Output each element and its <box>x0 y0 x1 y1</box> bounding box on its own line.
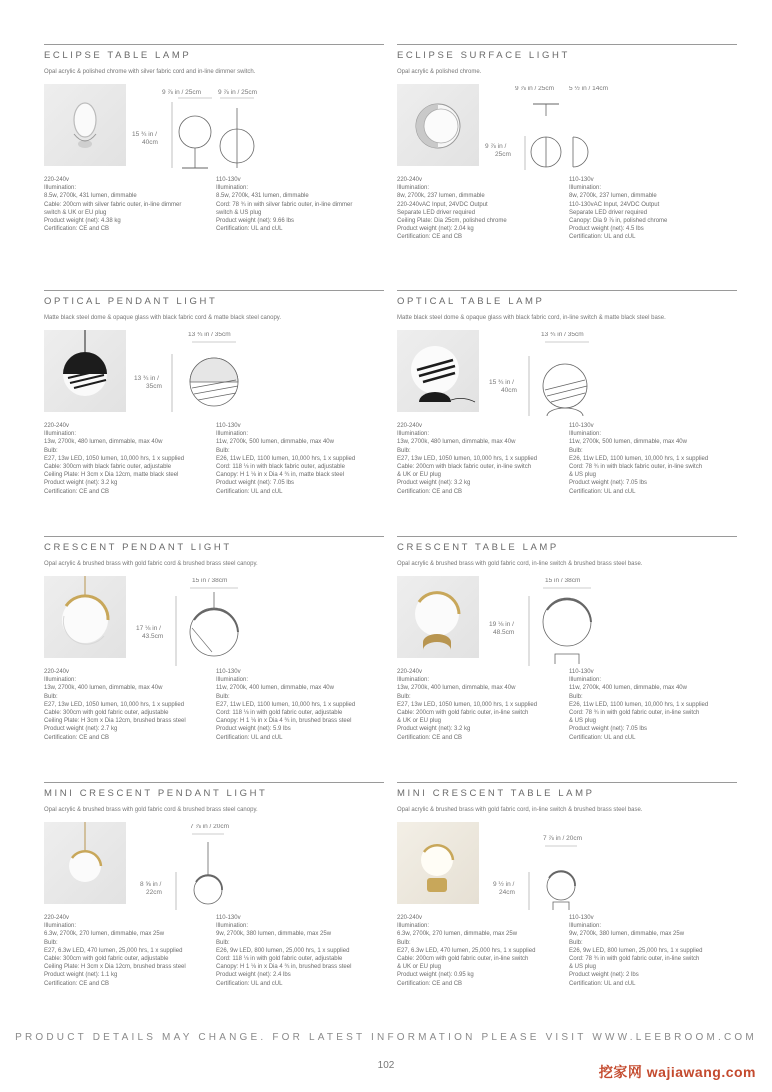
spec-line: Certification: UL and cUL <box>569 734 636 741</box>
spec-line: 8w, 2700k, 237 lumen, dimmable <box>569 193 657 200</box>
spec-line: & US plug <box>569 964 597 971</box>
spec-line: Cord: 78 ¾ in with gold fabric outer, in-line switch <box>569 956 700 963</box>
watermark: 挖家网 wajiawang.com <box>598 1064 756 1080</box>
spec-line: 220-240v <box>397 177 423 183</box>
spec-line: Bulb: <box>569 447 583 454</box>
spec-line: Canopy: H 1 ⅛ in x Dia 4 ¾ in, matte black steel <box>216 472 345 479</box>
product-photo <box>44 330 126 412</box>
spec-line: 110-130v <box>569 177 594 183</box>
dim-width: 13 ¾ in / 35cm <box>188 332 231 338</box>
spec-line: 110-130v <box>216 669 241 675</box>
spec-line: 220-240v <box>397 669 423 675</box>
dimension-drawing <box>485 332 737 424</box>
spec-line: Certification: UL and cUL <box>569 980 636 987</box>
product-title: OPTICAL PENDANT LIGHT <box>44 296 218 307</box>
product-title: MINI CRESCENT PENDANT LIGHT <box>44 788 268 799</box>
spec-line: 6.3w, 2700k, 270 lumen, dimmable, max 25w <box>397 931 518 938</box>
spec-line: Cable: 300cm with black fabric outer, adjustable <box>44 464 172 471</box>
spec-line: Bulb: <box>397 447 411 454</box>
dimension-drawing <box>485 578 737 670</box>
spec-line: Bulb: <box>44 447 58 454</box>
spec-line: 11w, 2700k, 500 lumen, dimmable, max 40w <box>216 439 334 446</box>
specs-220v <box>397 422 567 496</box>
product-photo <box>397 822 479 904</box>
spec-line: Cable: 200cm with gold fabric outer, in-line switch <box>397 710 529 717</box>
spec-line: Illumination: <box>216 677 249 684</box>
section-divider <box>397 782 737 783</box>
dimension-drawing <box>132 824 384 916</box>
product-title: OPTICAL TABLE LAMP <box>397 296 545 307</box>
product-description: Matte black steel dome & opaque glass with black fabric cord & matte black steel canopy. <box>44 315 282 321</box>
spec-line: Illumination: <box>397 923 430 930</box>
dimension-drawing <box>132 578 384 670</box>
spec-line: E27, 6.3w LED, 470 lumen, 25,000 hrs, 1 x supplied <box>397 947 536 954</box>
product-mini-crescent-table-lamp <box>397 782 737 1022</box>
product-description: Opal acrylic & brushed brass with gold fabric cord & brushed brass steel canopy. <box>44 807 258 813</box>
product-optical-pendant-light <box>44 290 384 530</box>
product-title: ECLIPSE TABLE LAMP <box>44 50 192 61</box>
product-title: CRESCENT TABLE LAMP <box>397 542 559 553</box>
spec-line: Separate LED driver required <box>397 209 476 216</box>
dim-height-metric: 43.5cm <box>142 633 164 640</box>
spec-line: Cable: 300cm with gold fabric outer, adjustable <box>44 710 169 717</box>
product-eclipse-table-lamp <box>44 44 384 284</box>
spec-line: 11w, 2700k, 400 lumen, dimmable, max 40w <box>216 685 334 692</box>
spec-line: & US plug <box>569 472 597 479</box>
spec-line: Certification: UL and cUL <box>569 234 636 241</box>
spec-line: E27, 11w LED, 1100 lumen, 10,000 hrs, 1 x supplied <box>216 701 356 708</box>
spec-line: Illumination: <box>569 431 602 438</box>
spec-line: 110-130v <box>216 915 241 921</box>
spec-line: Cord: 78 ¾ in with silver fabric outer, in-line dimmer <box>216 201 353 208</box>
dim-width: 15 in / 38cm <box>192 578 228 584</box>
spec-line: Canopy: H 1 ⅛ in x Dia 4 ¾ in, brushed brass steel <box>216 718 352 725</box>
product-description: Opal acrylic & brushed brass with gold fabric cord & brushed brass steel canopy. <box>44 561 258 567</box>
section-divider <box>397 44 737 45</box>
spec-line: E26, 11w LED, 1100 lumen, 10,000 hrs, 1 x supplied <box>569 455 709 462</box>
spec-line: Illumination: <box>216 923 249 930</box>
dim-width: 7 ⅞ in / 20cm <box>543 835 583 842</box>
spec-line: E26, 9w LED, 800 lumen, 25,000 hrs, 1 x supplied <box>569 947 703 954</box>
product-photo <box>397 330 479 412</box>
spec-line: Product weight (net): 4.38 kg <box>44 218 121 225</box>
spec-line: Bulb: <box>216 693 230 700</box>
spec-line: 13w, 2700k, 400 lumen, dimmable, max 40w <box>397 685 516 692</box>
spec-line: Certification: UL and cUL <box>216 734 283 741</box>
specs-220v <box>44 668 214 742</box>
dim-width: 9 ⅞ in / 25cm <box>515 86 555 92</box>
spec-line: Canopy: Dia 9 ⅞ in, polished chrome <box>569 218 668 225</box>
spec-line: Illumination: <box>216 185 249 192</box>
spec-line: E26, 11w LED, 1100 lumen, 10,000 hrs, 1 x supplied <box>216 455 356 462</box>
dim-width: 7 ⅞ in / 20cm <box>190 824 230 830</box>
product-description: Opal acrylic & polished chrome with silver fabric cord and in-line dimmer switch. <box>44 69 256 75</box>
section-divider <box>397 536 737 537</box>
spec-line: 220-240vAC Input, 24VDC Output <box>397 201 488 208</box>
specs-220v <box>397 176 567 242</box>
dimension-drawing <box>132 332 384 424</box>
product-photo <box>44 822 126 904</box>
spec-line: Bulb: <box>44 693 58 700</box>
spec-line: 110-130v <box>569 915 594 921</box>
dim-height: 17 ⅛ in / <box>136 625 161 632</box>
specs-110v <box>569 668 739 742</box>
spec-line: 6.3w, 2700k, 270 lumen, dimmable, max 25w <box>44 931 165 938</box>
spec-line: Ceiling Plate: H 3cm x Dia 12cm, brushed brass steel <box>44 964 186 971</box>
dimension-drawing <box>132 86 384 178</box>
spec-line: Bulb: <box>44 939 58 946</box>
section-divider <box>397 290 737 291</box>
product-photo <box>397 576 479 658</box>
spec-line: Certification: CE and CB <box>397 234 463 241</box>
dim-width: 15 in / 38cm <box>545 578 581 584</box>
spec-line: Certification: CE and CB <box>397 734 463 741</box>
specs-220v <box>397 668 567 742</box>
spec-line: Certification: CE and CB <box>44 734 110 741</box>
section-divider <box>44 782 384 783</box>
specs-110v <box>216 668 386 742</box>
spec-line: Illumination: <box>569 677 602 684</box>
spec-line: E27, 6.3w LED, 470 lumen, 25,000 hrs, 1 x supplied <box>44 947 183 954</box>
spec-line: 9w, 2700k, 380 lumen, dimmable, max 25w <box>569 931 685 938</box>
spec-line: Certification: CE and CB <box>397 980 463 987</box>
dim-width-2: 5 ½ in / 14cm <box>569 86 609 92</box>
product-description: Matte black steel dome & opaque glass with black fabric cord, in-line switch & matte black steel base. <box>397 315 666 321</box>
spec-line: & UK or EU plug <box>397 472 442 479</box>
spec-line: 8.5w, 2700k, 431 lumen, dimmable <box>216 193 309 200</box>
spec-line: E27, 13w LED, 1050 lumen, 10,000 hrs, 1 x supplied <box>44 455 185 462</box>
footer-notice: PRODUCT DETAILS MAY CHANGE. FOR LATEST INFORMATION PLEASE VISIT WWW.LEEBROOM.COM <box>15 1032 757 1043</box>
product-description: Opal acrylic & brushed brass with gold fabric cord, in-line switch & brushed brass steel base. <box>397 807 643 813</box>
dim-height: 19 ⅛ in / <box>489 621 514 628</box>
dim-height: 9 ⅞ in / <box>485 143 507 150</box>
dim-height-metric: 25cm <box>495 151 511 158</box>
spec-line: 220-240v <box>44 423 70 429</box>
spec-line: Product weight (net): 2.04 kg <box>397 226 474 233</box>
spec-line: Cord: 118 ⅛ in with black fabric outer, adjustable <box>216 464 345 471</box>
spec-line: 110-130v <box>569 423 594 429</box>
dim-height: 15 ¾ in / <box>132 131 157 138</box>
spec-line: 220-240v <box>44 669 70 675</box>
dimension-drawing <box>485 824 737 916</box>
spec-line: Cable: 200cm with silver fabric outer, in-line dimmer <box>44 201 182 208</box>
spec-line: Product weight (net): 0.95 kg <box>397 972 474 979</box>
spec-line: 8w, 2700k, 237 lumen, dimmable <box>397 193 485 200</box>
spec-line: Ceiling Plate: H 3cm x Dia 12cm, matte black steel <box>44 472 179 479</box>
dim-height-metric: 48.5cm <box>493 629 515 636</box>
spec-line: 13w, 2700k, 480 lumen, dimmable, max 40w <box>397 439 516 446</box>
spec-line: Ceiling Plate: H 3cm x Dia 12cm, brushed brass steel <box>44 718 186 725</box>
spec-line: Ceiling Plate: Dia 25cm, polished chrome <box>397 218 507 225</box>
product-optical-table-lamp <box>397 290 737 530</box>
spec-line: 8.5w, 2700k, 431 lumen, dimmable <box>44 193 137 200</box>
spec-line: Certification: CE and CB <box>44 980 110 987</box>
specs-110v <box>216 422 386 496</box>
dim-height: 15 ¾ in / <box>489 379 514 386</box>
spec-line: 11w, 2700k, 400 lumen, dimmable, max 40w <box>569 685 687 692</box>
section-divider <box>44 44 384 45</box>
product-title: MINI CRESCENT TABLE LAMP <box>397 788 595 799</box>
spec-line: Product weight (net): 3.2 kg <box>397 480 471 487</box>
specs-110v <box>569 914 739 988</box>
spec-line: E27, 13w LED, 1050 lumen, 10,000 hrs, 1 x supplied <box>397 455 538 462</box>
specs-110v <box>569 176 739 242</box>
spec-line: Product weight (net): 2 lbs <box>569 972 639 979</box>
specs-220v <box>44 176 214 233</box>
product-title: CRESCENT PENDANT LIGHT <box>44 542 232 553</box>
spec-line: 110-130v <box>216 177 241 183</box>
spec-line: Illumination: <box>44 185 77 192</box>
spec-line: Illumination: <box>397 185 430 192</box>
spec-line: 9w, 2700k, 380 lumen, dimmable, max 25w <box>216 931 332 938</box>
spec-line: Certification: UL and cUL <box>569 488 636 495</box>
specs-220v <box>44 914 214 988</box>
product-crescent-table-lamp <box>397 536 737 776</box>
spec-line: Illumination: <box>216 431 249 438</box>
spec-line: Bulb: <box>569 939 583 946</box>
spec-line: Illumination: <box>397 677 430 684</box>
specs-110v <box>216 914 386 988</box>
spec-line: Illumination: <box>569 185 602 192</box>
spec-line: Certification: CE and CB <box>44 488 110 495</box>
spec-line: Product weight (net): 3.2 kg <box>397 726 471 733</box>
spec-line: Product weight (net): 4.5 lbs <box>569 226 644 233</box>
spec-line: Canopy: H 1 ⅛ in x Dia 4 ¾ in, brushed brass steel <box>216 964 352 971</box>
spec-line: Cord: 78 ¾ in with black fabric outer, in-line switch <box>569 464 703 471</box>
specs-220v <box>44 422 214 496</box>
spec-line: E27, 13w LED, 1050 lumen, 10,000 hrs, 1 x supplied <box>44 701 185 708</box>
spec-line: Illumination: <box>44 923 77 930</box>
spec-line: E26, 9w LED, 800 lumen, 25,000 hrs, 1 x supplied <box>216 947 350 954</box>
dimension-drawing <box>485 86 737 178</box>
spec-line: Cable: 300cm with gold fabric outer, adjustable <box>44 956 169 963</box>
product-photo <box>397 84 479 166</box>
spec-line: 13w, 2700k, 400 lumen, dimmable, max 40w <box>44 685 163 692</box>
spec-line: 13w, 2700k, 480 lumen, dimmable, max 40w <box>44 439 163 446</box>
product-description: Opal acrylic & brushed brass with gold fabric cord, in-line switch & brushed brass steel base. <box>397 561 643 567</box>
product-crescent-pendant-light <box>44 536 384 776</box>
spec-line: Product weight (net): 2.4 lbs <box>216 972 291 979</box>
spec-line: 220-240v <box>44 915 70 921</box>
spec-line: Cable: 200cm with gold fabric outer, in-line switch <box>397 956 529 963</box>
dim-height: 8 ⅝ in / <box>140 881 162 888</box>
product-description: Opal acrylic & polished chrome. <box>397 69 482 75</box>
spec-line: Product weight (net): 9.66 lbs <box>216 218 295 225</box>
section-divider <box>44 290 384 291</box>
product-mini-crescent-pendant-light <box>44 782 384 1022</box>
spec-line: Certification: CE and CB <box>397 488 463 495</box>
spec-line: Product weight (net): 7.05 lbs <box>569 726 648 733</box>
spec-line: 220-240v <box>397 915 423 921</box>
spec-line: 110-130v <box>216 423 241 429</box>
product-photo <box>44 576 126 658</box>
spec-line: switch & UK or EU plug <box>44 209 107 216</box>
section-divider <box>44 536 384 537</box>
product-photo <box>44 84 126 166</box>
spec-line: & UK or EU plug <box>397 718 442 725</box>
product-title: ECLIPSE SURFACE LIGHT <box>397 50 570 61</box>
spec-line: Certification: UL and cUL <box>216 980 283 987</box>
spec-line: & US plug <box>569 718 597 725</box>
spec-line: Product weight (net): 5.9 lbs <box>216 726 291 733</box>
spec-line: Bulb: <box>397 693 411 700</box>
spec-line: Separate LED driver required <box>569 209 648 216</box>
spec-line: Product weight (net): 7.05 lbs <box>569 480 648 487</box>
spec-line: Cord: 118 ⅛ in with gold fabric outer, adjustable <box>216 956 343 963</box>
spec-line: Bulb: <box>216 939 230 946</box>
specs-220v <box>397 914 567 988</box>
dim-height: 13 ¾ in / <box>134 375 159 382</box>
spec-line: 220-240v <box>44 177 70 183</box>
spec-line: & UK or EU plug <box>397 964 442 971</box>
spec-line: Illumination: <box>569 923 602 930</box>
spec-line: E27, 13w LED, 1050 lumen, 10,000 hrs, 1 x supplied <box>397 701 538 708</box>
dim-height-metric: 35cm <box>146 383 162 390</box>
dim-width: 13 ¾ in / 35cm <box>541 332 584 338</box>
spec-line: E26, 11w LED, 1100 lumen, 10,000 hrs, 1 x supplied <box>569 701 709 708</box>
spec-line: Cord: 78 ¾ in with gold fabric outer, in-line switch <box>569 710 700 717</box>
spec-line: Illumination: <box>44 677 77 684</box>
spec-line: 11w, 2700k, 500 lumen, dimmable, max 40w <box>569 439 687 446</box>
dim-width: 9 ⅞ in / 25cm <box>162 89 202 96</box>
spec-line: 110-130v <box>569 669 594 675</box>
spec-line: Product weight (net): 2.7 kg <box>44 726 118 733</box>
dim-height-metric: 24cm <box>499 889 515 896</box>
specs-110v <box>569 422 739 496</box>
spec-line: Certification: UL and cUL <box>216 226 283 233</box>
spec-line: Cord: 118 ⅛ in with gold fabric outer, adjustable <box>216 710 343 717</box>
page-number: 102 <box>377 1060 395 1071</box>
dim-width-2: 9 ⅞ in / 25cm <box>218 89 258 96</box>
spec-line: Certification: UL and cUL <box>216 488 283 495</box>
spec-line: Bulb: <box>569 693 583 700</box>
spec-line: Product weight (net): 3.2 kg <box>44 480 118 487</box>
spec-line: 220-240v <box>397 423 423 429</box>
dim-height-metric: 40cm <box>501 387 517 394</box>
spec-line: Bulb: <box>216 447 230 454</box>
product-eclipse-surface-light <box>397 44 737 284</box>
dim-height-metric: 22cm <box>146 889 162 896</box>
dim-height-metric: 40cm <box>142 139 158 146</box>
spec-line: Bulb: <box>397 939 411 946</box>
spec-line: Product weight (net): 7.05 lbs <box>216 480 295 487</box>
specs-110v <box>216 176 386 233</box>
spec-line: switch & US plug <box>216 209 262 216</box>
spec-line: Product weight (net): 1.1 kg <box>44 972 118 979</box>
spec-line: Illumination: <box>44 431 77 438</box>
dim-height: 9 ½ in / <box>493 881 515 888</box>
spec-line: Certification: CE and CB <box>44 226 110 233</box>
spec-line: 110-130vAC Input, 24VDC Output <box>569 201 660 208</box>
spec-line: Illumination: <box>397 431 430 438</box>
spec-line: Cable: 200cm with black fabric outer, in-line switch <box>397 464 532 471</box>
